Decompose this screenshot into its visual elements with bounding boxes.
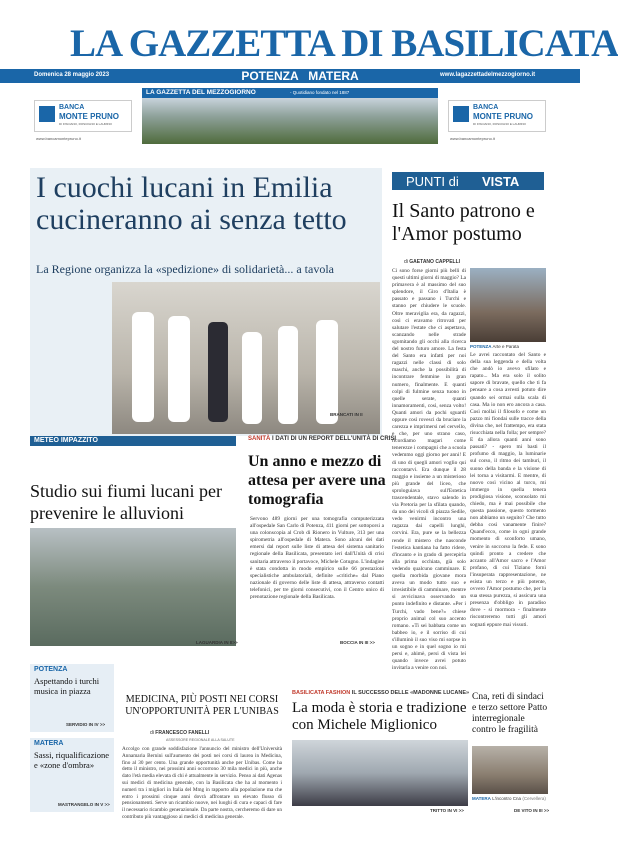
bank-url-right[interactable]: www.bancamontepruno.it	[450, 136, 495, 141]
sanita-kicker	[248, 436, 396, 442]
masthead-date: Domenica 28 maggio 2023	[34, 72, 110, 78]
potenza-credit: SERVIDIO IN IV >>	[66, 722, 106, 727]
medicina-author: FRANCESCO FANELLI	[155, 730, 210, 736]
sanita-kicker-rest: I DATI DI UN REPORT DELL'UNITÀ DI CRISI	[272, 436, 396, 442]
punti-label-a: PUNTI di	[406, 174, 459, 189]
masthead-title: LA GAZZETTA DI BASILICATA	[70, 22, 618, 65]
fashion-photo	[292, 740, 468, 806]
potenza-title: Aspettando i turchi musica in piazza	[34, 676, 100, 696]
lead-credit[interactable]: BRANCATI IN II	[330, 412, 363, 417]
punti-author: GAETANO CAPPELLI	[409, 259, 461, 265]
punti-author-pre: di	[404, 259, 408, 265]
meeting-photo	[472, 746, 548, 794]
punti-col-1: Ci sono forse giorni più belli di questi ultimi giorni di maggio? La primavera è al massimo del suo splendore, il Giro d'Italia è passato e passano i Turchi e stanno per chiudere le scuole. Oltre meraviglia era, da ragazzi, così ci eravamo ritrovati per salutare l'estate che ci aspettava, scanzando nelle strade sgomitando gli occhi alla ricerca del nostro futuro amore. La festa del Santo era infatti per noi ragazzi nelle classi di solo maschi, anche la possibilità di incontrare femmine in gran numero, finalmente. E quanti colpi di fulmine senza tuono in quelle serate, quanti innamoramenti, così, senza volto! Quanti amori da pochi sguardi oppure così rovesci da bruciare la carezza e imprimersi nel cervello, e che, per uno strano caso, ricordiamo magari come tenerezze i compagni che a scuola vedemmo oggi giorno per anni! E di uno di quegli amori voglio qui raccontarvi. Era dunque il 28 maggio e insieme a un misterioso più grande del liceo, che sprologuiava sull'Estetica trascendentale, stavo salendo in via Pretoria per la sfilata quando, da uno dei vicoli di piazza Sedile, vedo venirmi incontro una ragazza dai capelli lunghi, corvini. Era, pure se la bellezza rende il mistero che nasconde l'estetica kantiana ha fatto ridere, d'incanto e in grado di percepirla alla prima occhiata, già solo vedendo qualcuno camminare. E quella morbida giovane mora aveva un modo tutto suo e irresistibile di camminare, mentre si avvicinava osservando un punto indefinito e distante. «Per i Turchi, vado bene?» chiese proprio animal col suo accento romano. «Ti sei babbata come un babbeo io, e il sorriso di cui s'illuminò il suo viso mi sorpse in un sogno e in quel sogno io mi persi e, ahimè, persi di vista lei quando invece avrei potuto invitarla a venire con noi.	[392, 268, 466, 672]
fashion-credit[interactable]: TRITTO IN VI >>	[430, 808, 464, 813]
sanita-credit[interactable]: BOCCIA IN III >>	[340, 640, 375, 645]
lead-headline[interactable]: I cuochi lucani in Emilia cucineranno ai senza tetto	[36, 171, 347, 236]
matera-credit: MASTRANGELO IN V >>	[58, 802, 110, 807]
bank-logo	[453, 106, 469, 122]
bank-name-line1: BANCA	[473, 104, 499, 111]
meteo-headline[interactable]: Studio sui fiumi lucani per prevenire le alluvioni	[30, 481, 222, 523]
potenza-box[interactable]	[30, 664, 114, 732]
meteo-kicker: METEO IMPAZZITO	[34, 437, 98, 444]
sindaci-caption-text: L'incontro Cna	[492, 796, 522, 801]
fashion-kicker-rest: IL SUCCESSO DELLE «MADONNE LUCANE»	[351, 690, 470, 696]
fashion-headline[interactable]: La moda è storia e tradizione con Michele Miglionico	[292, 700, 467, 733]
bank-ad-left[interactable]	[34, 100, 132, 132]
matera-city: MATERA	[34, 740, 64, 747]
sanita-kicker-red: SANITÀ	[248, 436, 271, 442]
punti-label-b: VISTA	[482, 174, 520, 189]
flood-photo	[30, 528, 236, 646]
masthead-editions: POTENZA MATERA	[241, 69, 359, 83]
medicina-author-role: ASSESSORE REGIONALE ALLA SALUTE	[166, 738, 235, 742]
fashion-kicker-red: BASILICATA FASHION	[292, 690, 351, 696]
matera-box[interactable]	[30, 738, 114, 812]
parade-caption-city: POTENZA	[470, 344, 492, 349]
punti-col-2: Le avrei raccontato del Santo e della sua leggenda e della volta che andò io avevo sfilato e rapato... Ma era solo il solito sapore di bravate, quello che ti fa pensare a cosa avresti potuto dire quando sei ormai sulla scala di casa. Ma io non ero ancora a casa. Così mollai il filosofo e come un pazzo mi fiondai sulle tracce della divina che, nel frattempo, era stata risucchiata nella folla; per sempre? E da allora quanti anni sono passati? - spero mi basti il profumo di maggio, la luminarie sul corso, il ritmo dei tamburi, il suono della banda e la visione di lei torna a visitarmi. E mentre, di nuovo così vicino al turco, mi immergo in quella tenera prodigiosa visione, sconsolato mi chiedo, ma è mai possibile che questa passione, questo tormento non abbiamo un seguito? Che tutto debba così vanamente finire? Quand'ecco, come in ogni grande momento di sconforto umano, venire in soccorso la fede. E sono quindi pronto a credere che accanto all'Amor sacro e l'Amor profano, di cui Tiziano fornì l'insuperata rappresentazione, ne esista un terzo e più potente, ovvero l'Amor postumo che, per la sua stessa purezza, si assicura una presenza d'obbligo in paradiso dove - si mormora - finalmente riscontreremo tutti gli amori sognati eppure mai vissuti.	[470, 352, 546, 628]
punti-box	[392, 172, 544, 190]
bank-logo	[39, 106, 55, 122]
bank-sub: DI FISCIANO, ROSCIGNO E LAURINO	[59, 122, 113, 126]
sindaci-caption-city: MATERA	[472, 796, 491, 801]
sanita-headline[interactable]: Un anno e mezzo di attesa per avere una tomografia	[248, 453, 386, 508]
sub-banner	[0, 86, 580, 146]
bank-name-line1: BANCA	[59, 104, 85, 111]
sindaci-caption	[472, 796, 546, 801]
masthead	[0, 0, 618, 88]
sub-banner-title: LA GAZZETTA DEL MEZZOGIORNO	[146, 89, 256, 96]
lead-story	[30, 168, 382, 436]
sanita-body: Servono 489 giorni per una tomografia computerizzata all'ospedale San Carlo di Potenza, 411 giorni per sottoporsi a una colonscopia al Crob di Rionero in Vulture, 313 per una spirometria all'ospedale di Matera. Sono alcuni dei dati emersi dal report sulle liste di attesa del sistema sanitario regionale della Basilicata, presentato ieri dall'Unità di crisi sanitaria attraverso il portavoce, Michele Cotugno. L'indagine è stata condotta in modo empirico sulle 66 prestazioni specialistiche ambulatoriali, definite «critiche» dal Piano nazionale di governo delle liste di attesa, attraverso contatti telefonici, per tre giorni consecutivi, con il Centro unico di prenotazione regionale della Basilicata.	[250, 516, 384, 601]
bank-name-line2: MONTE PRUNO	[473, 112, 533, 121]
punti-headline[interactable]: Il Santo patrono e l'Amor postumo	[392, 200, 535, 245]
bank-sub: DI FISCIANO, ROSCIGNO E LAURINO	[473, 122, 527, 126]
parade-photo	[470, 268, 546, 342]
matera-title: Sassi, riqualificazione e «zone d'ombra»	[34, 750, 110, 770]
sindaci-title[interactable]: Cna, reti di sindaci e terzo settore Patto interregionale contro le fragilità	[472, 692, 548, 735]
parade-caption-text: Arte e Parata	[492, 344, 520, 349]
medicina-headline[interactable]: MEDICINA, PIÙ POSTI NEI CORSI UN'OPPORTUNITÀ PER L'UNIBAS	[125, 694, 279, 717]
punti-byline	[404, 259, 460, 265]
meteo-credit[interactable]: LAGUARDIA IN II>>	[196, 640, 238, 645]
landscape-photo	[142, 98, 438, 144]
bank-url-left[interactable]: www.bancamontepruno.it	[36, 136, 81, 141]
sindaci-credit[interactable]: DE VITO IN III >>	[514, 808, 550, 813]
potenza-city: POTENZA	[34, 666, 68, 673]
masthead-site[interactable]: www.lagazzettadelmezzogiorno.it	[440, 72, 536, 78]
medicina-author-pre: di	[150, 730, 154, 736]
bank-ad-right[interactable]	[448, 100, 546, 132]
medicina-byline	[150, 730, 280, 736]
parade-caption	[470, 344, 519, 349]
fashion-kicker	[292, 690, 472, 696]
bank-name-line2: MONTE PRUNO	[59, 112, 119, 121]
sub-banner-note: - Quotidiano fondato nel 1887	[290, 90, 350, 95]
sindaci-caption-extra: (Cervellera)	[522, 796, 546, 801]
lead-subhead: La Regione organizza la «spedizione» di solidarietà... a tavola	[36, 262, 335, 276]
medicina-body: Accolgo con grande soddisfazione l'annuncio del ministro dell'Università Annamaria Bernini sull'aumento dei posti nei corsi di laurea in Medicina, fino al 30 per cento. Una grande opportunità anche per Unibas. Come ha detto il ministro, nei prossimi anni occorrono 30 mila medici in più, anche dato l'età media elevata di chi è attualmente in servizio. Penso ai dati Agenas sui medici di medicina generale, con la Basilicata che ha al momento i numeri tra i migliori in Italia del Mmg in rapporto alla popolazione ma che entro i prossimi cinque anni dovrà affrontare un elevato flusso di pensionamenti. Serve un ricambio nuove, nei luoghi di cura e capaci di fare il necessario ricambio generazionale. Da parte nostra, cercheremo di dare un contributo più vantaggioso ai medici di medicina generale.	[122, 746, 282, 820]
